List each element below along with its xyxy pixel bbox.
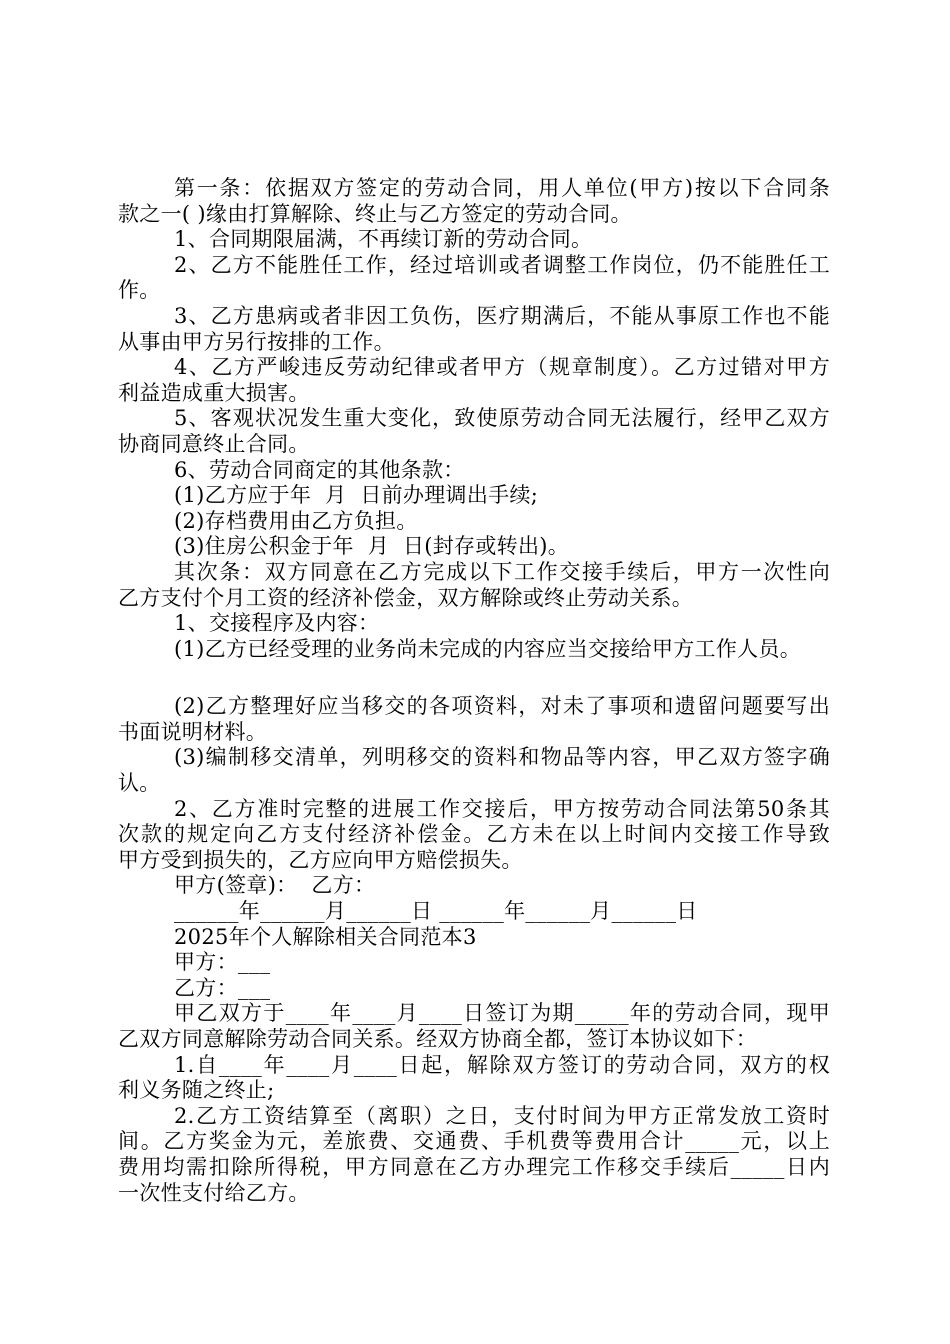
- date-line: ______年______月______日 ______年______月______日: [174, 899, 698, 924]
- paragraph-line: 6、劳动合同商定的其他条款：: [174, 457, 465, 482]
- paragraph-line: 其次条：双方同意在乙方完成以下工作交接手续后，甲方一次性向: [174, 559, 830, 584]
- paragraph-line: 乙双方同意解除劳动合同关系。经双方协商全都，签订本协议如下：: [118, 1027, 757, 1051]
- paragraph-line: 1.自____年____月____日起，解除双方签订的劳动合同，双方的权: [174, 1052, 830, 1077]
- paragraph-line: 第一条：依据双方签定的劳动合同，用人单位(甲方)按以下合同条: [174, 176, 830, 200]
- section-title: 2025年个人解除相关合同范本3: [174, 924, 477, 949]
- paragraph-line: 2.乙方工资结算至（离职）之日，支付时间为甲方正常发放工资时: [174, 1103, 830, 1128]
- paragraph-line: (3)住房公积金于年 月 日(封存或转出)。: [174, 534, 570, 559]
- party-a-line: 甲方：___: [174, 950, 271, 975]
- paragraph-line: 利义务随之终止;: [118, 1078, 275, 1103]
- paragraph-line: (3)编制移交清单，列明移交的资料和物品等内容，甲乙双方签字确: [174, 745, 830, 770]
- document-body: [118, 176, 830, 1206]
- paragraph-line: 一次性支付给乙方。: [118, 1180, 310, 1205]
- paragraph-line: (2)存档费用由乙方负担。: [174, 508, 418, 533]
- paragraph-line: 间。乙方奖金为元，差旅费、交通费、手机费等费用合计_____元，以上: [118, 1129, 830, 1154]
- paragraph-line: 费用均需扣除所得税，甲方同意在乙方办理完工作移交手续后_____日内: [118, 1154, 830, 1179]
- paragraph-line: 1、合同期限届满，不再续订新的劳动合同。: [174, 227, 593, 252]
- paragraph-line: 利益造成重大损害。: [118, 380, 310, 405]
- paragraph-line: 2、乙方不能胜任工作，经过培训或者调整工作岗位，仍不能胜任工: [174, 252, 830, 277]
- paragraph-line: 2、乙方准时完整的进展工作交接后，甲方按劳动合同法第50条其: [174, 796, 830, 821]
- paragraph-line: 协商同意终止合同。: [118, 431, 310, 456]
- paragraph-line: 认。: [118, 771, 161, 796]
- paragraph-line: (1)乙方已经受理的业务尚未完成的内容应当交接给甲方工作人员。: [174, 636, 802, 661]
- paragraph-line: 1、交接程序及内容：: [174, 611, 380, 636]
- paragraph-line: 甲乙双方于____年____月____日签订为期_____年的劳动合同，现甲: [174, 1001, 830, 1026]
- paragraph-line: 次款的规定向乙方支付经济补偿金。乙方未在以上时间内交接工作导致: [118, 822, 830, 847]
- paragraph-line: 作。: [118, 278, 161, 303]
- blank-line: [118, 662, 830, 694]
- paragraph-line: 5、客观状况发生重大变化，致使原劳动合同无法履行，经甲乙双方: [174, 406, 830, 431]
- paragraph-line: 甲方受到损失的，乙方应向甲方赔偿损失。: [118, 847, 523, 872]
- paragraph-line: 款之一( )缘由打算解除、终止与乙方签定的劳动合同。: [118, 201, 632, 226]
- signature-line: 甲方(签章)： 乙方：: [174, 873, 376, 898]
- paragraph-line: (2)乙方整理好应当移交的各项资料，对未了事项和遗留问题要写出: [174, 694, 830, 719]
- paragraph-line: 书面说明材料。: [118, 719, 268, 744]
- party-b-line: 乙方：___: [174, 975, 271, 1000]
- paragraph-line: 从事由甲方另行按排的工作。: [118, 329, 395, 354]
- paragraph-line: 3、乙方患病或者非因工负伤，医疗期满后，不能从事原工作也不能: [174, 303, 830, 328]
- paragraph-line: (1)乙方应于年 月 日前办理调出手续;: [174, 483, 539, 508]
- paragraph-line: 乙方支付个月工资的经济补偿金，双方解除或终止劳动关系。: [118, 585, 694, 610]
- paragraph-line: 4、乙方严峻违反劳动纪律或者甲方（规章制度）。乙方过错对甲方: [174, 355, 830, 380]
